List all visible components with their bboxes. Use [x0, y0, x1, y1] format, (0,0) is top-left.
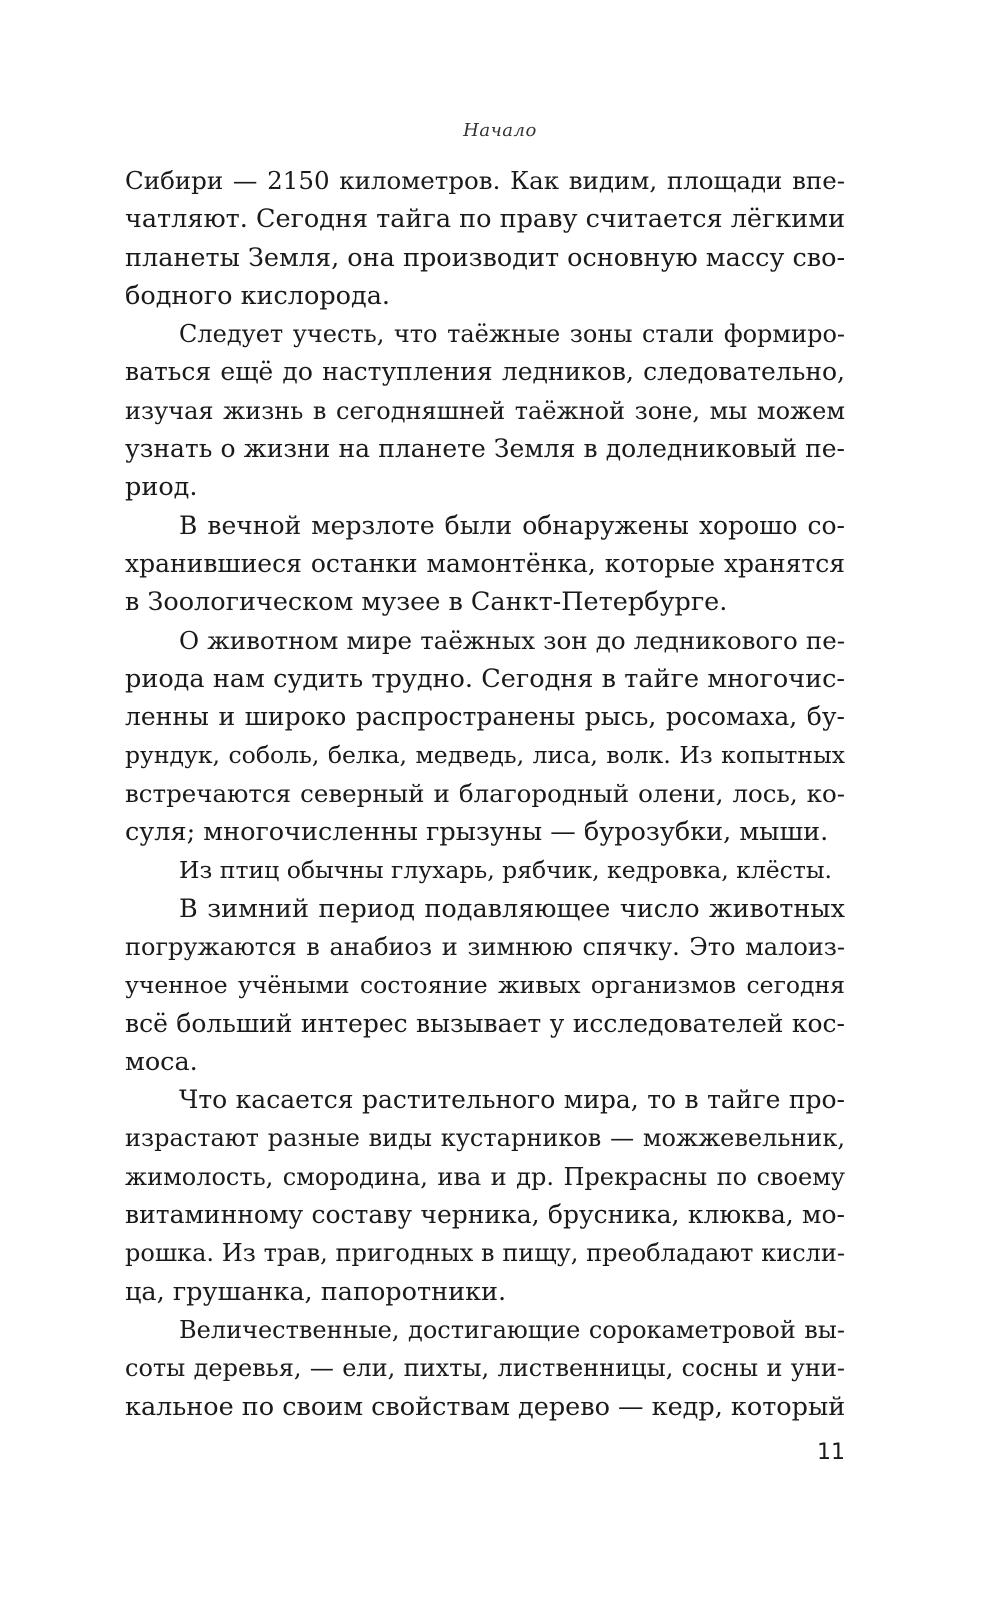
text-line: изучая жизнь в сегодняшней таёжной зоне, мы можем	[125, 396, 845, 425]
text-line: витаминному составу черника, брусника, клюква, мо-	[125, 1200, 845, 1230]
text-line: хранившиеся останки мамонтёнка, которые хранятся	[125, 548, 845, 578]
text-line: риод.	[125, 472, 198, 503]
text-line: всё больший интерес вызывает у исследователей кос-	[125, 1008, 845, 1038]
text-line: планеты Земля, она производит основную массу сво-	[125, 242, 846, 273]
text-line: бодного кислорода.	[125, 280, 391, 311]
text-line: кальное по своим свойствам дерево — кедр, который	[125, 1391, 846, 1422]
body-text	[125, 162, 845, 1426]
text-line: чатляют. Сегодня тайга по праву считается лёгкими	[125, 204, 846, 235]
text-line: жимолость, смородина, ива и др. Прекрасны по своему	[125, 1162, 845, 1191]
text-line: встречаются северный и благородный олени, лось, ко-	[125, 778, 845, 808]
text-line: Величественные, достигающие сорокаметровой вы-	[179, 1315, 845, 1344]
text-line: Сибири — 2150 километров. Как видим, площади впе-	[125, 166, 845, 195]
text-line: погружаются в анабиоз и зимнюю спячку. Это малоиз-	[125, 932, 845, 961]
text-line: израстают разные виды кустарников — можжевельник,	[125, 1124, 845, 1153]
text-line: моса.	[125, 1046, 198, 1077]
text-line: Из птиц обычны глухарь, рябчик, кедровка, клёсты.	[179, 856, 832, 885]
text-line: Что касается растительного мира, то в тайге про-	[179, 1085, 845, 1115]
text-line: ленны и широко распространены рысь, росомаха, бу-	[125, 702, 845, 732]
text-line: ваться ещё до наступления ледников, следовательно,	[125, 357, 845, 387]
page-number: 11	[817, 1440, 845, 1465]
text-line: узнать о жизни на планете Земля в доледниковый пе-	[125, 434, 845, 464]
text-line: рошка. Из трав, пригодных в пищу, преобладают кисли-	[125, 1239, 845, 1268]
text-line: соты деревья, — ели, пихты, лиственницы, сосны и уни-	[125, 1354, 845, 1383]
running-head: Начало	[463, 120, 537, 141]
text-line: ученное учёными состояние живых организмов сегодня	[125, 971, 845, 1000]
text-line: рундук, соболь, белка, медведь, лиса, волк. Из копытных	[125, 741, 845, 770]
text-line: ца, грушанка, папоротники.	[125, 1276, 507, 1307]
text-line: Следует учесть, что таёжные зоны стали формиро-	[179, 320, 845, 349]
text-line: В вечной мерзлоте были обнаружены хорошо со-	[179, 510, 845, 540]
text-line: риода нам судить трудно. Сегодня в тайге многочис-	[125, 663, 845, 694]
text-line: В зимний период подавляющее число животных	[179, 893, 845, 924]
text-line: О животном мире таёжных зон до ледникового пе-	[179, 625, 845, 655]
text-line: в Зоологическом музее в Санкт-Петербурге.	[125, 587, 728, 618]
text-line: суля; многочисленны грызуны — бурозубки, мыши.	[125, 817, 829, 848]
